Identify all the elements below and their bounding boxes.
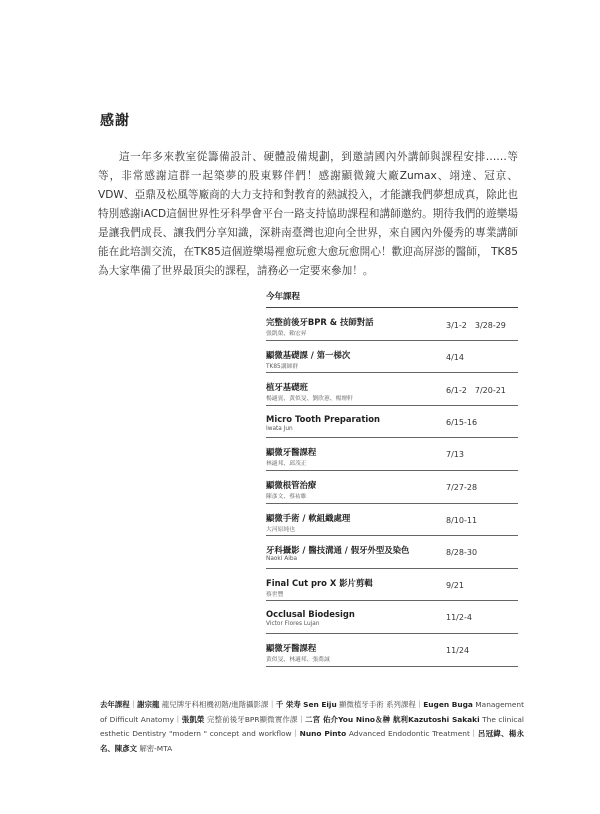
course-teacher: Iwata Jun: [266, 425, 293, 432]
course-name: Final Cut pro X 影片剪輯: [266, 577, 373, 588]
course-list: [266, 308, 518, 667]
course-name: 牙科攝影 / 醫技溝通 / 假牙外型及染色: [266, 545, 410, 556]
footer-label: 去年課程: [100, 700, 130, 709]
course-teacher: 蔡世豐: [266, 591, 284, 598]
footer-text: 解密-MTA: [136, 743, 173, 753]
course-row: [266, 536, 518, 569]
course-row: [266, 504, 518, 537]
course-teacher: 黃似旻、林適邦、張喬誠: [266, 656, 330, 663]
course-date: 6/15-16: [446, 417, 478, 427]
footer-teacher: 二宮 佑介You Nino＆榊 航利Kazutoshi Sakaki: [305, 714, 480, 724]
course-name: 完整前後牙BPR & 技師對話: [266, 317, 374, 327]
course-name: 顯微基礎課 / 第一梯次: [266, 349, 351, 360]
course-date: 4/14: [446, 352, 464, 362]
section-heading: 感謝: [100, 113, 130, 129]
last-year-courses: [100, 698, 524, 756]
course-row: [266, 373, 518, 406]
course-name: Micro Tooth Preparation: [266, 413, 380, 424]
course-teacher: 楊適賓、黃似旻、劉欣蕙、楊壇軒: [266, 396, 353, 403]
course-name: 顯微根管治療: [266, 479, 317, 490]
course-table: [266, 290, 518, 667]
footer-text: ｜: [129, 700, 138, 709]
footer-teacher: Sen Eiju: [303, 700, 337, 709]
footer-text: Advanced Endodontic Treatment｜: [346, 729, 478, 738]
course-name: 顯微牙醫課程: [266, 447, 317, 458]
intro-paragraph: 這一年多來教室從籌備設計、硬體設備規劃，到邀請國內外講師與課程安排……等等，非常感謝這群一起築夢的股東夥伴們！感謝顯微鏡大廠Zumax、翊達、冠京、VDW、亞鼎及松風等廠商的大力支持和對教育的熱誠投入，才能讓我們夢想成真，除此也特別感謝iACD這個世界性牙科學會平台一路支持協助課程和講師邀約。期待我們的遊樂場是讓我們成長、讓我們分享知識，深耕南臺灣也迎向全世界，來自國內外優秀的專業講師能在此培訓交流，在TK85這個遊樂場裡愈玩愈大愈玩愈開心！歡迎高屏澎的醫師， TK85為大家準備了世界最頂尖的課程，請務必一定要來參加！。: [98, 151, 518, 277]
course-name: 顯微手術 / 軟組織處理: [266, 512, 351, 523]
course-name: Occlusal Biodesign: [266, 609, 355, 620]
footer-teacher: Nuno Pinto: [299, 729, 347, 738]
footer-teacher: 張凱榮: [181, 714, 205, 724]
course-row: [266, 406, 518, 439]
course-name: 植牙基礎班: [266, 382, 308, 393]
course-date: 7/13: [446, 450, 464, 460]
course-teacher: 大河原純也: [266, 526, 295, 533]
course-row: [266, 601, 518, 634]
course-date: 3/1-2 3/28-29: [446, 321, 506, 330]
course-row: [266, 308, 518, 341]
course-teacher: TK85講師群: [266, 363, 299, 370]
course-teacher: Victor Flores Lujan: [266, 621, 320, 628]
footer-text: 完整前後牙BPR顯微實作課｜: [204, 714, 306, 724]
course-row: [266, 471, 518, 504]
footer-text: Management of Difficult Anatomy｜: [100, 700, 524, 724]
course-row: [266, 341, 518, 374]
course-row: [266, 634, 518, 667]
course-name: 顯微牙醫課程: [266, 642, 317, 653]
course-date: 8/10-11: [446, 515, 478, 525]
footer-text: 龍兒牌牙科相機初階/進階攝影課｜: [159, 700, 276, 709]
course-teacher: 陳彥文、蔡祐維: [266, 493, 307, 500]
course-date: 11/24: [446, 645, 470, 655]
course-teacher: 張凱榮、賴宏昇: [266, 331, 307, 337]
footer-teacher: 謝宗龍: [137, 700, 160, 709]
footer-text: 顯微植牙手術 系列課程｜: [336, 700, 424, 709]
footer-teacher: Eugen Buga: [423, 700, 473, 709]
footer-text: The clinical esthetic Dentistry "modern " concept and workflow｜: [100, 714, 524, 738]
course-date: 7/27-28: [446, 482, 478, 492]
course-row: [266, 438, 518, 471]
course-row: [266, 569, 518, 602]
course-table-title: 今年課程: [266, 290, 518, 308]
course-date: 11/2-4: [446, 613, 472, 623]
footer-teacher: 千 栄寿: [275, 700, 301, 709]
course-teacher: Naoki Aiba: [266, 556, 298, 563]
course-date: 9/21: [446, 580, 464, 590]
footer-teacher: 呂冠緯、楊永名、陳彥文: [100, 729, 524, 753]
course-date: 6/1-2 7/20-21: [446, 386, 506, 396]
course-date: 8/28-30: [446, 548, 478, 558]
course-teacher: 林適邦、邱茂正: [266, 461, 307, 468]
